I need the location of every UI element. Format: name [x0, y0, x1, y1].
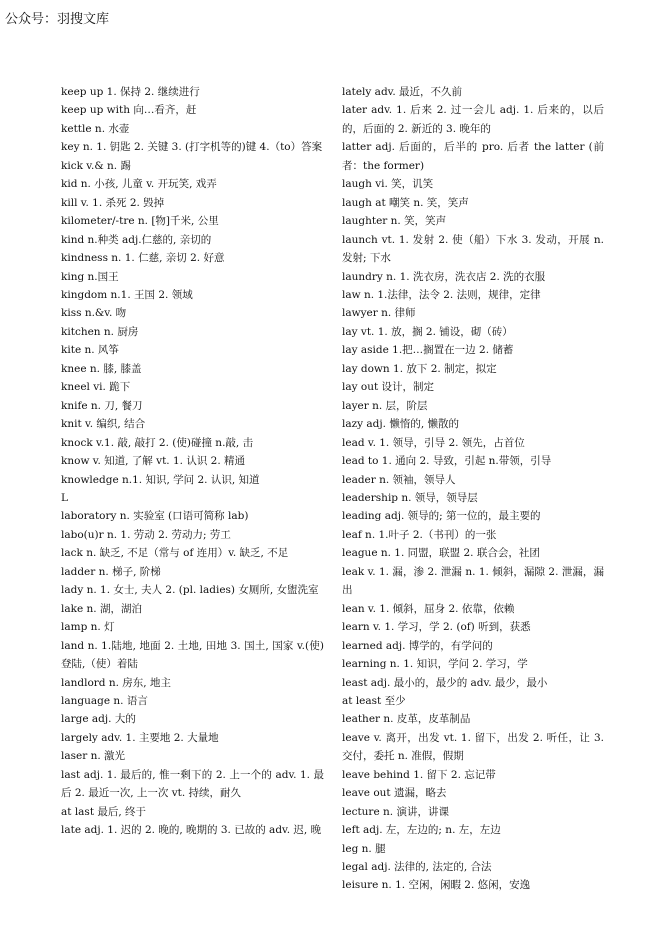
vocabulary-entry: leak v. 1. 漏，渗 2. 泄漏 n. 1. 倾斜，漏隙 2. 泄漏，漏出 — [342, 565, 604, 597]
vocabulary-entry: lazy adj. 懒惰的, 懒散的 — [342, 418, 460, 431]
vocabulary-entry: learned adj. 博学的，有学问的 — [342, 639, 493, 652]
vocabulary-entry: lay out 设计，制定 — [342, 381, 435, 394]
vocabulary-entry: kill v. 1. 杀死 2. 毁掉 — [61, 196, 165, 209]
vocabulary-entry: laugh vi. 笑，讥笑 — [342, 178, 434, 191]
vocabulary-entry: kettle n. 水壶 — [61, 122, 130, 135]
vocabulary-entry: leg n. 腿 — [342, 842, 386, 855]
vocabulary-entry: lake n. 湖，湖泊 — [61, 602, 142, 615]
vocabulary-entry: at least 至少 — [342, 694, 406, 707]
vocabulary-entry: leather n. 皮革，皮革制品 — [342, 713, 471, 726]
vocabulary-entry: kilometer/-tre n. [物]千米, 公里 — [61, 215, 219, 228]
vocabulary-entry: largely adv. 1. 主要地 2. 大量地 — [61, 731, 219, 744]
vocabulary-entry: kiss n.&v. 吻 — [61, 307, 127, 320]
vocabulary-entry: left adj. 左，左边的; n. 左，左边 — [342, 824, 501, 837]
vocabulary-entry: land n. 1.陆地, 地面 2. 土地, 田地 3. 国土, 国家 v.(使)登陆,（使）着陆 — [61, 639, 324, 671]
vocabulary-entry: launch vt. 1. 发射 2. 使（船）下水 3. 发动，开展 n. 发射; 下水 — [342, 233, 604, 265]
left-column — [61, 83, 324, 840]
vocabulary-entry: lay vt. 1. 放，搁 2. 铺设，砌（砖） — [342, 325, 513, 338]
vocabulary-entry: lady n. 1. 女士, 夫人 2. (pl. ladies) 女厕所, 女盥洗室 — [61, 584, 319, 597]
vocabulary-entry: lack n. 缺乏, 不足（常与 of 连用）v. 缺乏, 不足 — [61, 547, 289, 560]
vocabulary-entry: last adj. 1. 最后的, 惟一剩下的 2. 上一个的 adv. 1. 最后 2. 最近一次, 上一次 vt. 持续，耐久 — [61, 768, 324, 800]
vocabulary-entry: laughter n. 笑，笑声 — [342, 215, 447, 228]
vocabulary-entry: kindness n. 1. 仁慈, 亲切 2. 好意 — [61, 252, 225, 265]
vocabulary-entry: lean v. 1. 倾斜，屈身 2. 依靠，依赖 — [342, 602, 515, 615]
vocabulary-entry: leave v. 离开，出发 vt. 1. 留下，出发 2. 听任，让 3. 交付，委托 n. 准假，假期 — [342, 731, 604, 763]
vocabulary-entry: lately adv. 最近，不久前 — [342, 86, 463, 98]
vocabulary-entry: kind n.种类 adj.仁慈的, 亲切的 — [61, 233, 212, 246]
vocabulary-entry: king n.国王 — [61, 270, 119, 283]
vocabulary-entry: L — [61, 491, 68, 504]
vocabulary-entry: later adv. 1. 后来 2. 过一会儿 adj. 1. 后来的，以后的，后面的 2. 新近的 3. 晚年的 — [342, 104, 604, 135]
vocabulary-entry: large adj. 大的 — [61, 713, 136, 726]
vocabulary-entry: leading adj. 领导的; 第一位的，最主要的 — [342, 510, 541, 523]
vocabulary-entry: lay aside 1.把…搁置在一边 2. 储蓄 — [342, 344, 514, 357]
vocabulary-entry: kick v.& n. 踢 — [61, 159, 131, 172]
vocabulary-entry: kite n. 风筝 — [61, 344, 119, 357]
vocabulary-entry: late adj. 1. 迟的 2. 晚的, 晚期的 3. 已故的 adv. 迟, 晚 — [61, 824, 322, 837]
vocabulary-entry: lamp n. 灯 — [61, 621, 115, 634]
vocabulary-entry: learning n. 1. 知识，学问 2. 学习，学 — [342, 658, 528, 671]
vocabulary-entry: know v. 知道, 了解 vt. 1. 认识 2. 精通 — [61, 455, 246, 468]
vocabulary-entry: least adj. 最小的，最少的 adv. 最少，最小 — [342, 676, 548, 689]
vocabulary-entry: kitchen n. 厨房 — [61, 325, 139, 338]
vocabulary-entry: ladder n. 梯子, 阶梯 — [61, 565, 161, 578]
vocabulary-entry: league n. 1. 同盟，联盟 2. 联合会，社团 — [342, 547, 540, 560]
right-column — [342, 83, 604, 895]
vocabulary-entry: lecture n. 演讲，讲课 — [342, 805, 449, 818]
vocabulary-entry: kingdom n.1. 王国 2. 领域 — [61, 288, 193, 301]
vocabulary-entry: key n. 1. 钥匙 2. 关键 3. (打字机等的)键 4.（to）答案 — [61, 141, 323, 154]
vocabulary-entry: labo(u)r n. 1. 劳动 2. 劳动力; 劳工 — [61, 528, 231, 541]
vocabulary-entry: lead to 1. 通向 2. 导致，引起 n.带领，引导 — [342, 455, 552, 468]
vocabulary-entry: legal adj. 法律的, 法定的, 合法 — [342, 861, 492, 874]
vocabulary-entry: knowledge n.1. 知识, 学问 2. 认识, 知道 — [61, 473, 260, 486]
vocabulary-entry: keep up 1. 保持 2. 继续进行 — [61, 86, 200, 98]
vocabulary-entry: knit v. 编织, 结合 — [61, 418, 146, 431]
vocabulary-entry: leaf n. 1.叶子 2.（书刊）的一张 — [342, 528, 497, 541]
vocabulary-entry: at last 最后, 终于 — [61, 805, 147, 818]
vocabulary-entry: landlord n. 房东, 地主 — [61, 676, 171, 689]
vocabulary-entry: leader n. 领袖，领导人 — [342, 473, 456, 486]
vocabulary-entry: leave behind 1. 留下 2. 忘记带 — [342, 768, 496, 781]
vocabulary-entry: kneel vi. 跪下 — [61, 381, 131, 394]
vocabulary-entry: knee n. 膝, 膝盖 — [61, 362, 142, 375]
vocabulary-entry: leave out 遗漏，略去 — [342, 787, 447, 800]
vocabulary-entry: law n. 1.法律，法令 2. 法则，规律，定律 — [342, 288, 541, 301]
vocabulary-entry: lead v. 1. 领导，引导 2. 领先，占首位 — [342, 436, 525, 449]
vocabulary-entry: leisure n. 1. 空闲，闲暇 2. 悠闲，安逸 — [342, 879, 531, 892]
vocabulary-entry: language n. 语言 — [61, 694, 148, 707]
vocabulary-entry: knife n. 刀, 餐刀 — [61, 399, 143, 412]
vocabulary-entry: laundry n. 1. 洗衣房，洗衣店 2. 洗的衣服 — [342, 270, 546, 283]
vocabulary-entry: lawyer n. 律师 — [342, 307, 416, 320]
vocabulary-entry: laser n. 激光 — [61, 750, 126, 763]
vocabulary-entry: lay down 1. 放下 2. 制定，拟定 — [342, 362, 497, 375]
page-header: 公众号：羽搜文库 — [5, 12, 110, 27]
vocabulary-entry: keep up with 向…看齐，赶 — [61, 104, 197, 117]
vocabulary-entry: laugh at 嘲笑 n. 笑，笑声 — [342, 196, 469, 209]
vocabulary-entry: knock v.1. 敲, 敲打 2. (使)碰撞 n.敲, 击 — [61, 436, 254, 449]
vocabulary-entry: laboratory n. 实验室 (口语可简称 lab) — [61, 510, 249, 523]
vocabulary-entry: leadership n. 领导，领导层 — [342, 491, 478, 504]
vocabulary-entry: latter adj. 后面的，后半的 pro. 后者 the latter (前者：the former) — [342, 141, 604, 172]
vocabulary-entry: layer n. 层，阶层 — [342, 399, 428, 412]
vocabulary-entry: kid n. 小孩, 儿童 v. 开玩笑, 戏弄 — [61, 178, 217, 191]
vocabulary-entry: learn v. 1. 学习，学 2. (of) 听到，获悉 — [342, 621, 531, 634]
